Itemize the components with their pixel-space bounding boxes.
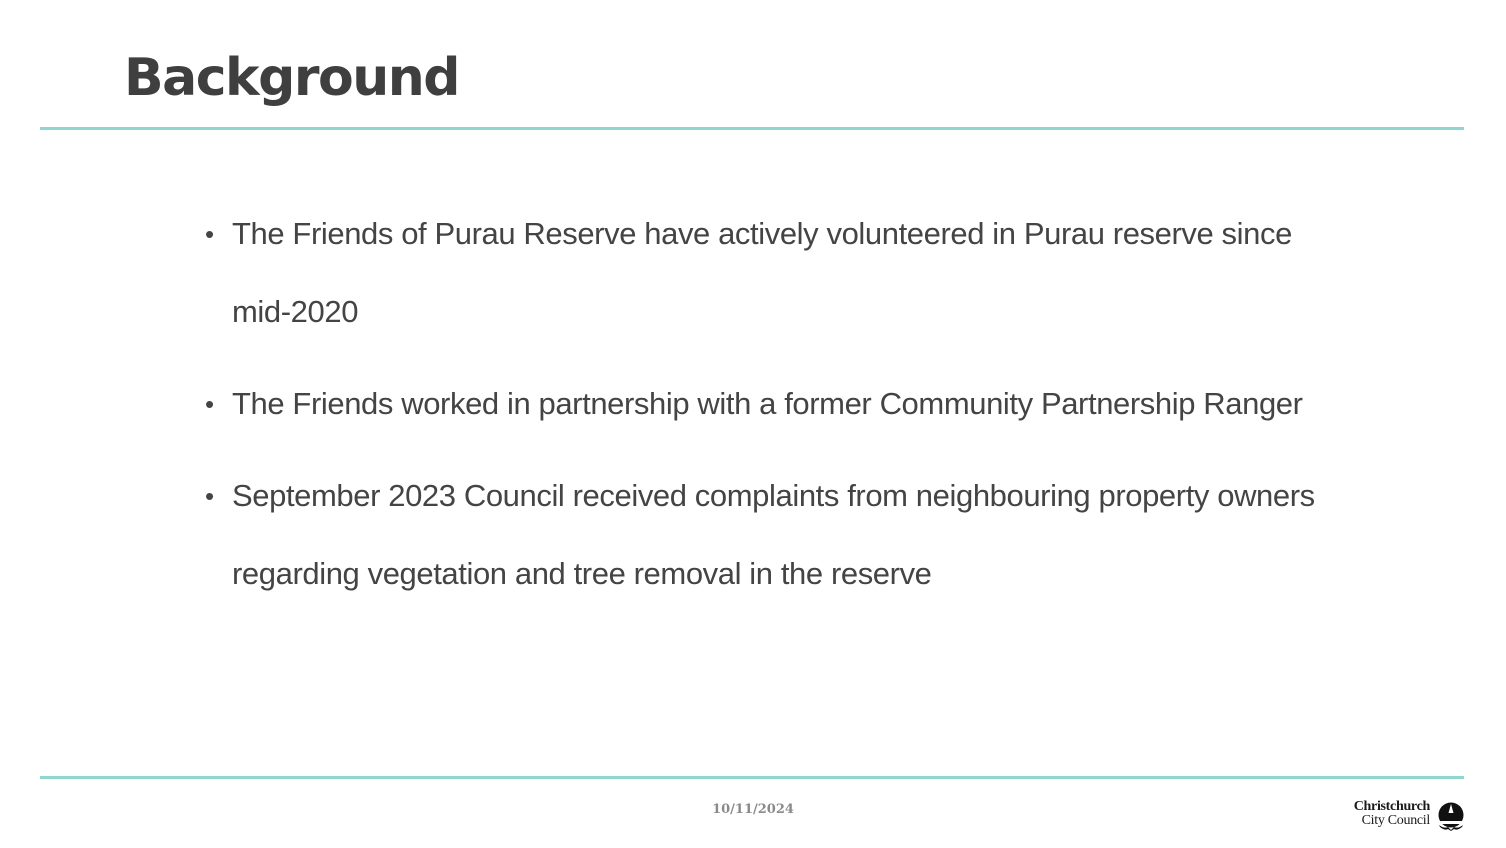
bullet-text: The Friends of Purau Reserve have actively volunteered in Purau reserve since mid-2020 [232, 216, 1292, 329]
logo-text [1354, 800, 1430, 828]
bullet-icon: • [205, 219, 214, 249]
bullet-icon: • [205, 389, 214, 419]
cathedral-logo-icon [1436, 801, 1466, 831]
footer-date: 10/11/2024 [712, 802, 794, 817]
logo-line-1: Christchurch [1353, 799, 1430, 814]
bullet-item [205, 365, 1325, 443]
top-divider [40, 127, 1464, 130]
bullet-list [205, 195, 1325, 627]
bullet-item [205, 457, 1325, 613]
logo-line-2: City Council [1361, 813, 1430, 828]
council-logo [1340, 800, 1466, 832]
bullet-text: The Friends worked in partnership with a former Community Partnership Ranger [232, 386, 1303, 421]
slide-title: Background [124, 48, 459, 108]
bullet-icon: • [205, 481, 214, 511]
bottom-divider [40, 776, 1464, 779]
bullet-text: September 2023 Council received complaints from neighbouring property owners regarding vegetation and tree removal in the reserve [232, 478, 1315, 591]
bullet-item [205, 195, 1325, 351]
